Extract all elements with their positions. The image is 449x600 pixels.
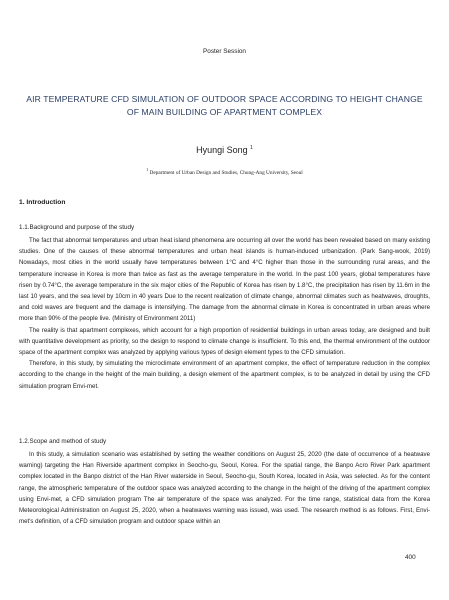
paragraph-2: The reality is that apartment complexes, which account for a high proportion of residential buildings in urban areas today, are designed and built with quantitative development as priority, so the design to respond to climate change is insufficient. To this end, the thermal environment of the outdoor space of the apartment complex was analyzed by applying various types of design element types to the CFD simulation. — [19, 326, 430, 357]
subsection-heading-scope: 1.2.Scope and method of study — [19, 438, 107, 445]
affiliation-text: Department of Urban Design and Studies, Chung-Ang University, Seoul — [149, 169, 303, 176]
paper-title — [18, 93, 431, 119]
scope-body — [19, 449, 430, 527]
affiliation-line — [0, 167, 449, 176]
section-heading-introduction: 1. Introduction — [19, 199, 66, 206]
paragraph-3: Therefore, in this study, by simulating the microclimate environment of an apartment complex, the effect of temperature reduction in the complex according to the change in the height of the main building, a design element of the apartment complex, is to be analyzed in detail by using the CFD simulation program Envi-met. — [19, 360, 430, 390]
session-label: Poster Session — [203, 48, 246, 55]
affiliation-mark: 1 — [146, 167, 149, 172]
subsection-heading-background: 1.1.Background and purpose of the study — [19, 224, 135, 231]
paragraph-4: In this study, a simulation scenario was established by setting the weather conditions on August 25, 2020 (the date of occurrence of a heatwave warning) targeting the Han Riverside apartment complex in Seocho-gu, Seoul, Korea. For the spatial range, the Banpo Acro River Park apartment complex located in the Banpo district of the Han River waterside in Seoul, Seocho-gu, South Korea, located in Asia, was selected. As for the content range, the atmospheric temperature of the outdoor space was analyzed according to the change in the height of the driving of the apartment complex using Envi-met, a CFD simulation program The air temperature of the space was analyzed. For the time range, statistical data from the Korea Meteorological Administration on August 25, 2020, when a heatwaves warning was issued, was used. The research method is as follows. First, Envi-met's definition, of a CFD simulation program and outdoor space within an — [19, 451, 430, 526]
paper-title-line-2: OF MAIN BUILDING OF APARTMENT COMPLEX — [126, 107, 323, 117]
author-mark: 1 — [250, 145, 253, 151]
author-line — [0, 145, 449, 155]
paper-title-line-1: AIR TEMPERATURE CFD SIMULATION OF OUTDOOR SPACE ACCORDING TO HEIGHT CHANGE — [26, 94, 423, 104]
paragraph-1: The fact that abnormal temperatures and urban heat island phenomena are occurring all over the world has been revealed based on many existing studies. One of the causes of these abnormal temperatures and urban heat islands is human-induced urbanization. (Park Sang-wook, 2019) Nowadays, most cities in the world usually have temperatures between 1°C and 4°C higher than those in the surrounding rural areas, and the temperature increase in Korea is more than twice as fast as the average temperature in the world. In the past 100 years, global temperatures have risen by 0.74°C, the average temperature in the six major cities of the Republic of Korea has risen by 1.8°C, the precipitation has risen by 11.6m in the last 10 years, and the sea level by 10cm in 40 years Due to the recent realization of climate change, abnormal climates such as heatwaves, droughts, and cold waves are frequent and the damage is intensifying. The damage from the abnormal climate in Korea is concentrated in urban areas where more than 90% of the people live. (Ministry of Environment 2011) — [19, 237, 430, 323]
background-body — [19, 235, 430, 392]
page-number: 400 — [405, 554, 416, 561]
author-name: Hyungi Song — [196, 145, 248, 155]
